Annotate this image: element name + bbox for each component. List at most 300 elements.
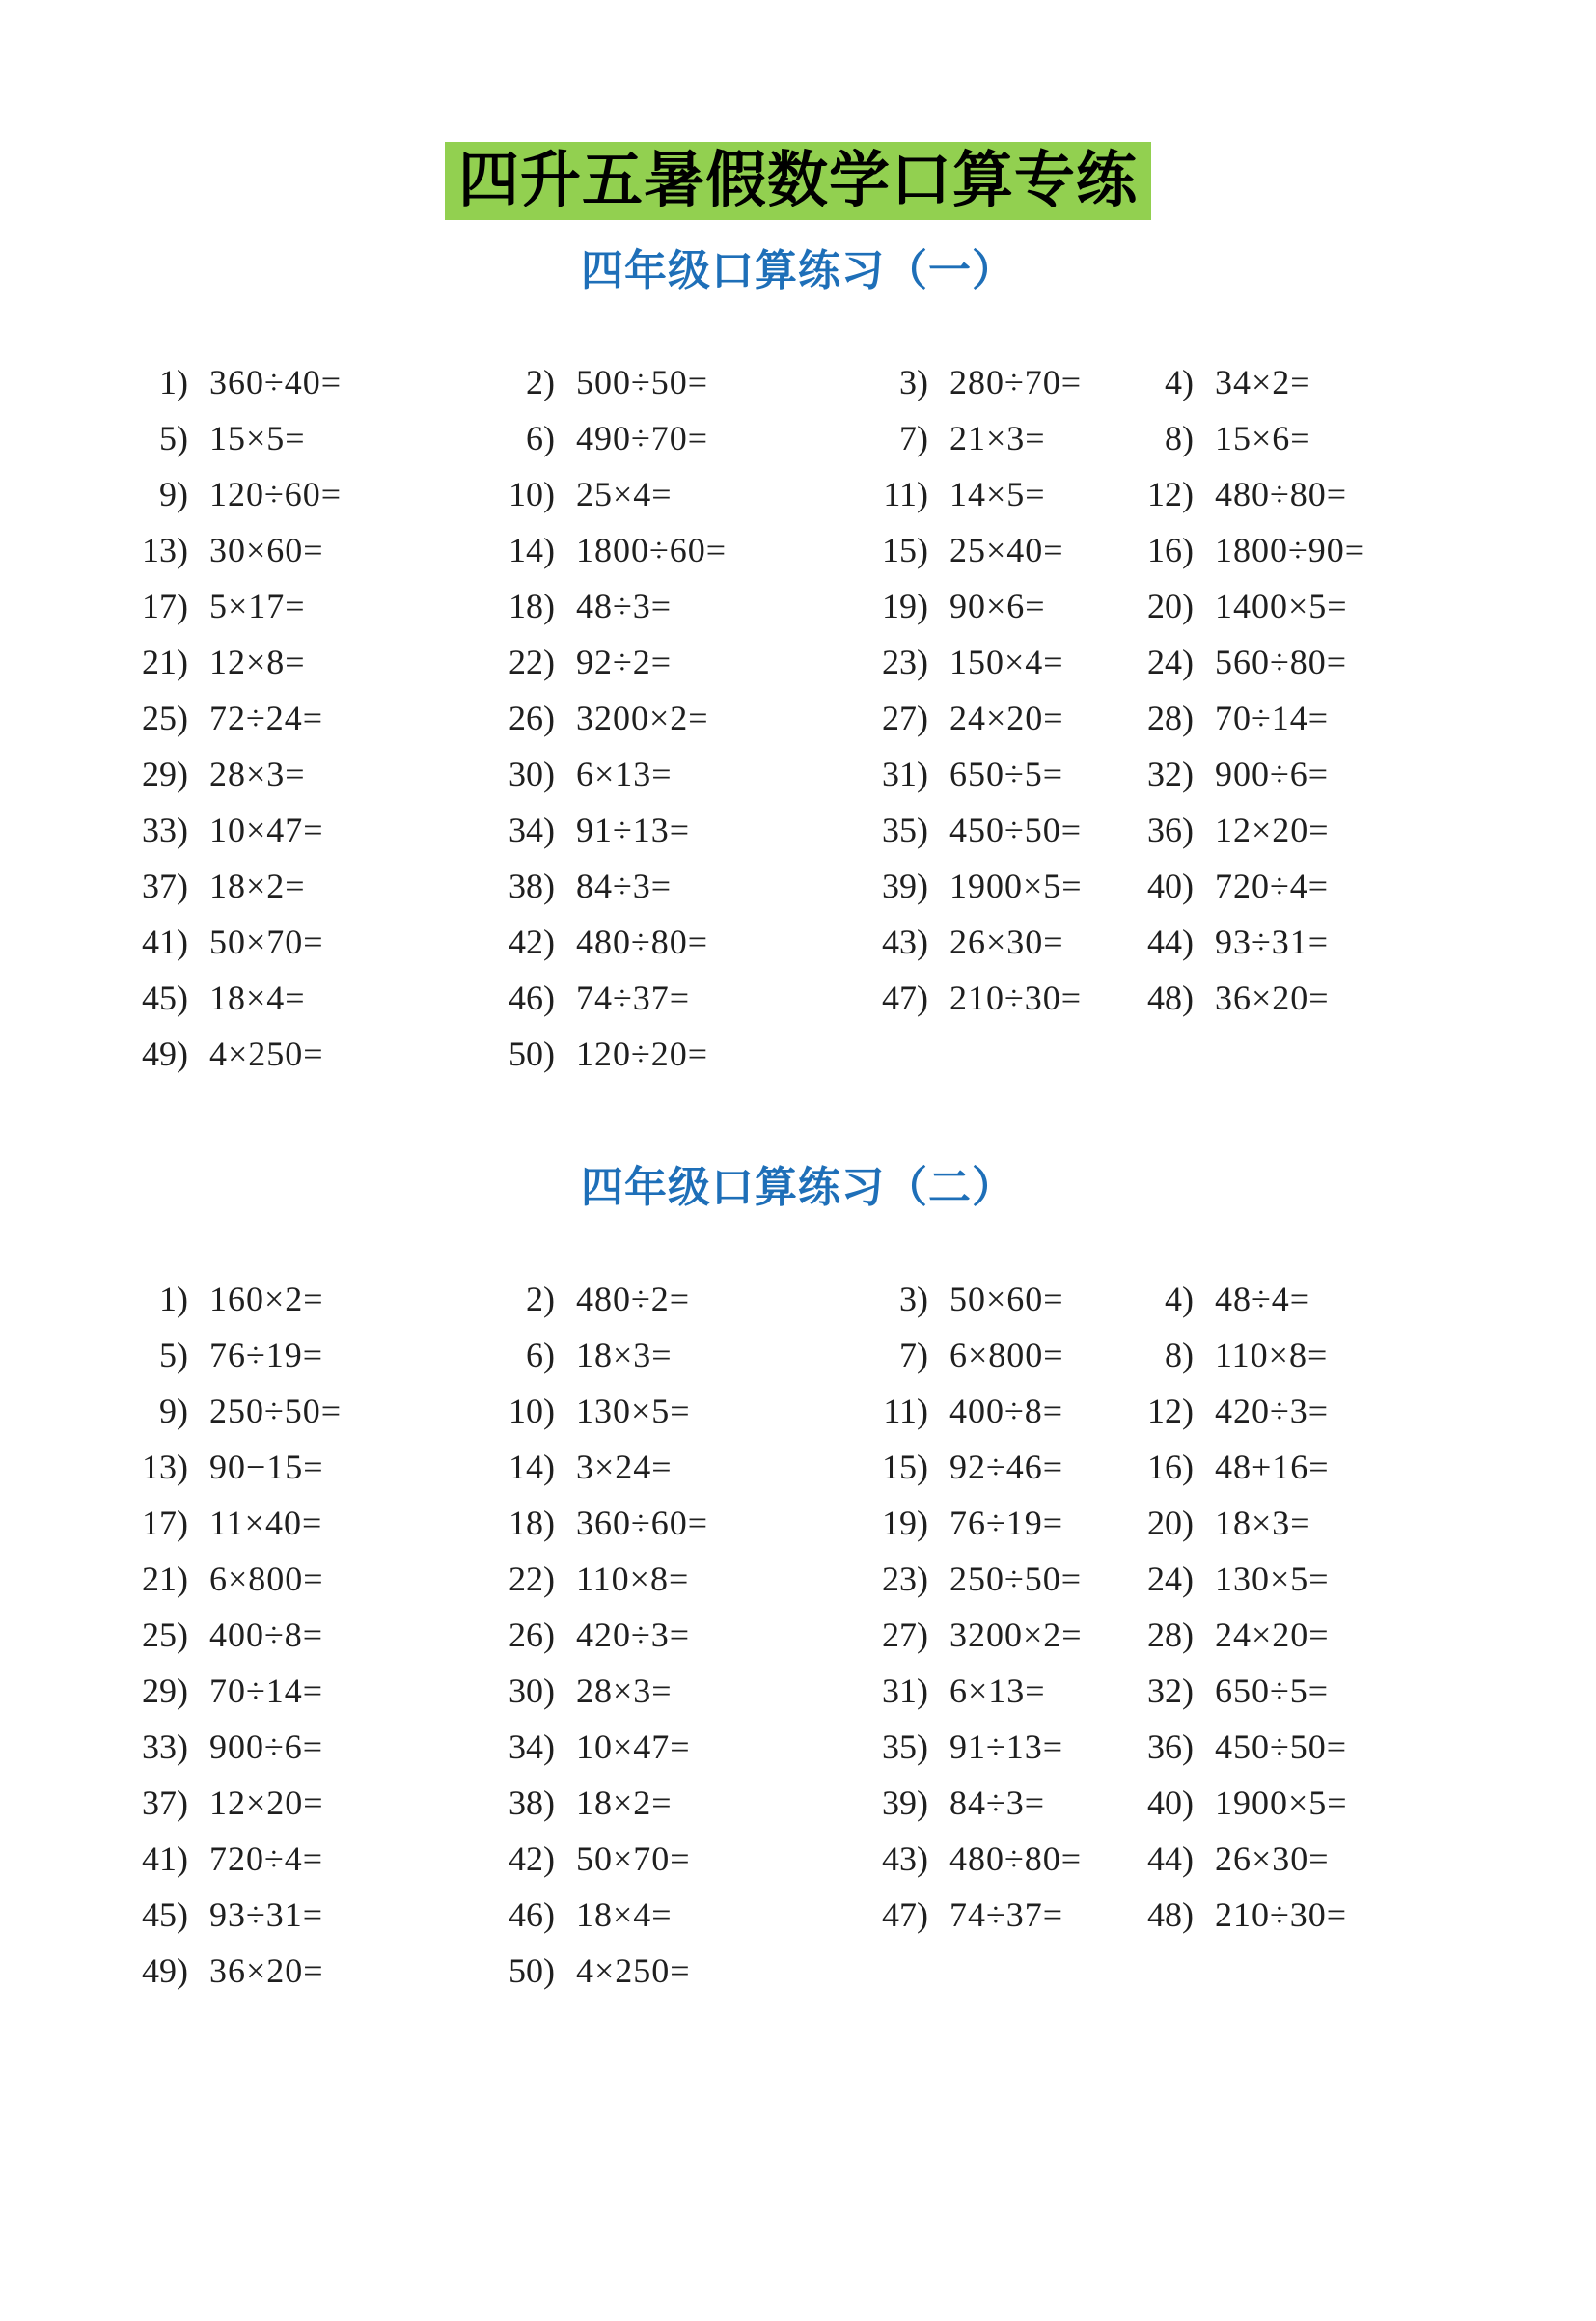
- problem-item: [1126, 578, 1476, 634]
- problem-number: 1): [159, 363, 188, 401]
- problem-item: [121, 802, 487, 858]
- problem-expression: 1900×5=: [1215, 1783, 1348, 1822]
- problem-item: [1126, 1887, 1476, 1943]
- problem-expression: 21×3=: [949, 419, 1046, 457]
- problem-expression: 5×17=: [209, 587, 306, 625]
- problem-number: 35): [882, 811, 928, 849]
- problem-expression: 70÷14=: [209, 1672, 324, 1710]
- problem-item: [121, 354, 487, 410]
- problem-number: 14): [509, 1448, 555, 1486]
- problem-number: 8): [1165, 419, 1194, 457]
- problem-grid: [121, 354, 1476, 1082]
- problem-number: 18): [509, 1504, 555, 1542]
- problem-number: 48): [1147, 1895, 1194, 1934]
- problem-number: 44): [1147, 1839, 1194, 1878]
- problem-expression: 450÷50=: [1215, 1727, 1348, 1766]
- problem-number: 38): [509, 867, 555, 905]
- problem-expression: 91÷13=: [949, 1727, 1064, 1766]
- problem-expression: 48+16=: [1215, 1448, 1330, 1486]
- problem-expression: 18×2=: [209, 867, 306, 905]
- problem-item: [487, 466, 861, 522]
- problem-expression: 50×70=: [576, 1839, 691, 1878]
- problem-expression: 18×4=: [209, 979, 306, 1017]
- problem-expression: 90×6=: [949, 587, 1046, 625]
- problem-number: 42): [509, 1839, 555, 1878]
- problem-expression: 84÷3=: [949, 1783, 1046, 1822]
- problem-item: [121, 1719, 487, 1775]
- problem-expression: 92÷2=: [576, 643, 673, 681]
- problem-expression: 24×20=: [1215, 1616, 1330, 1654]
- problem-item: [487, 522, 861, 578]
- problem-number: 30): [509, 755, 555, 793]
- problem-number: 41): [142, 1839, 188, 1878]
- problem-number: 6): [526, 1336, 555, 1374]
- problem-expression: 150×4=: [949, 643, 1064, 681]
- problem-item: [487, 1271, 861, 1327]
- problem-number: 49): [142, 1035, 188, 1073]
- problem-expression: 400÷8=: [949, 1392, 1064, 1430]
- problem-expression: 25×4=: [576, 475, 673, 513]
- problem-number: 37): [142, 867, 188, 905]
- section-heading: 四年级口算练习（一）: [581, 247, 1015, 294]
- problem-item: [487, 1026, 861, 1082]
- problem-expression: 110×8=: [1215, 1336, 1329, 1374]
- problem-expression: 12×20=: [209, 1783, 324, 1822]
- problem-item: [1126, 466, 1476, 522]
- problem-item: [121, 634, 487, 690]
- problem-item: [861, 970, 1126, 1026]
- problem-number: 11): [883, 475, 928, 513]
- problem-item: [861, 1271, 1126, 1327]
- problem-expression: 1900×5=: [949, 867, 1083, 905]
- problem-item: [487, 914, 861, 970]
- problem-expression: 480÷80=: [949, 1839, 1083, 1878]
- problem-expression: 18×3=: [1215, 1504, 1311, 1542]
- problem-expression: 36×20=: [209, 1951, 324, 1990]
- problem-expression: 18×4=: [576, 1895, 673, 1934]
- problem-item: [121, 1831, 487, 1887]
- problem-item: [121, 466, 487, 522]
- problem-expression: 480÷2=: [576, 1280, 691, 1318]
- problem-item: [121, 914, 487, 970]
- problem-item: [1126, 410, 1476, 466]
- problem-item: [861, 802, 1126, 858]
- problem-item: [1126, 1383, 1476, 1439]
- sections-container: [0, 244, 1596, 1999]
- problem-item: [487, 1775, 861, 1831]
- problem-number: 2): [526, 1280, 555, 1318]
- problem-number: 25): [142, 1616, 188, 1654]
- problem-number: 13): [142, 1448, 188, 1486]
- problem-expression: 650÷5=: [1215, 1672, 1330, 1710]
- problem-number: 13): [142, 531, 188, 569]
- problem-item: [861, 1887, 1126, 1943]
- problem-item: [121, 1775, 487, 1831]
- problem-item: [861, 858, 1126, 914]
- problem-expression: 76÷19=: [209, 1336, 324, 1374]
- problem-expression: 650÷5=: [949, 755, 1064, 793]
- problem-item: [121, 1663, 487, 1719]
- problem-item: [1126, 522, 1476, 578]
- problem-item: [487, 690, 861, 746]
- problem-number: 7): [899, 1336, 928, 1374]
- problem-expression: 250÷50=: [949, 1560, 1083, 1598]
- problem-number: 32): [1147, 755, 1194, 793]
- problem-number: 14): [509, 531, 555, 569]
- problem-item: [861, 522, 1126, 578]
- problem-number: 30): [509, 1672, 555, 1710]
- problem-number: 19): [882, 587, 928, 625]
- problem-number: 46): [509, 1895, 555, 1934]
- problem-item: [121, 1383, 487, 1439]
- problem-item: [121, 690, 487, 746]
- problem-number: 19): [882, 1504, 928, 1542]
- problem-item: [487, 1607, 861, 1663]
- problem-number: 12): [1147, 1392, 1194, 1430]
- problem-expression: 360÷60=: [576, 1504, 709, 1542]
- problem-expression: 120÷60=: [209, 475, 343, 513]
- problem-number: 41): [142, 923, 188, 961]
- problem-item: [1126, 1327, 1476, 1383]
- problem-expression: 6×13=: [949, 1672, 1046, 1710]
- problem-expression: 130×5=: [1215, 1560, 1330, 1598]
- problem-number: 7): [899, 419, 928, 457]
- problem-expression: 210÷30=: [949, 979, 1083, 1017]
- problem-number: 33): [142, 1727, 188, 1766]
- worksheet-section-2: [0, 1161, 1596, 1999]
- problem-item: [487, 858, 861, 914]
- problem-number: 4): [1165, 1280, 1194, 1318]
- problem-item: [861, 914, 1126, 970]
- problem-number: 8): [1165, 1336, 1194, 1374]
- problem-number: 32): [1147, 1672, 1194, 1710]
- problem-expression: 450÷50=: [949, 811, 1083, 849]
- problem-expression: 93÷31=: [209, 1895, 324, 1934]
- problem-expression: 90−15=: [209, 1448, 324, 1486]
- problem-expression: 1800÷60=: [576, 531, 728, 569]
- problem-item: [487, 1495, 861, 1551]
- problem-expression: 24×20=: [949, 699, 1064, 737]
- problem-item: [487, 410, 861, 466]
- problem-expression: 160×2=: [209, 1280, 324, 1318]
- problem-number: 27): [882, 1616, 928, 1654]
- title-area: [0, 0, 1596, 220]
- problem-expression: 6×13=: [576, 755, 673, 793]
- problem-expression: 28×3=: [576, 1672, 673, 1710]
- problem-expression: 500÷50=: [576, 363, 709, 401]
- problem-item: [1126, 1439, 1476, 1495]
- problem-number: 45): [142, 979, 188, 1017]
- problem-number: 1): [159, 1280, 188, 1318]
- problem-number: 42): [509, 923, 555, 961]
- problem-item: [861, 1719, 1126, 1775]
- problem-expression: 72÷24=: [209, 699, 324, 737]
- problem-expression: 4×250=: [576, 1951, 691, 1990]
- problem-number: 10): [509, 475, 555, 513]
- problem-expression: 110×8=: [576, 1560, 690, 1598]
- problem-item: [487, 1663, 861, 1719]
- problem-expression: 360÷40=: [209, 363, 343, 401]
- problem-expression: 3200×2=: [949, 1616, 1083, 1654]
- problem-item: [121, 1495, 487, 1551]
- problem-expression: 490÷70=: [576, 419, 709, 457]
- problem-number: 25): [142, 699, 188, 737]
- problem-item: [487, 970, 861, 1026]
- problem-number: 18): [509, 587, 555, 625]
- problem-number: 39): [882, 1783, 928, 1822]
- problem-number: 3): [899, 1280, 928, 1318]
- problem-expression: 30×60=: [209, 531, 324, 569]
- problem-expression: 10×47=: [576, 1727, 691, 1766]
- problem-item: [121, 746, 487, 802]
- problem-item: [121, 522, 487, 578]
- problem-expression: 28×3=: [209, 755, 306, 793]
- problem-expression: 4×250=: [209, 1035, 324, 1073]
- problem-item: [487, 1383, 861, 1439]
- problem-number: 4): [1165, 363, 1194, 401]
- problem-expression: 14×5=: [949, 475, 1046, 513]
- problem-expression: 18×2=: [576, 1783, 673, 1822]
- problem-number: 20): [1147, 1504, 1194, 1542]
- problem-expression: 3200×2=: [576, 699, 709, 737]
- problem-expression: 15×6=: [1215, 419, 1311, 457]
- problem-number: 40): [1147, 867, 1194, 905]
- problem-item: [1126, 1775, 1476, 1831]
- problem-item: [121, 578, 487, 634]
- problem-expression: 12×8=: [209, 643, 306, 681]
- problem-number: 48): [1147, 979, 1194, 1017]
- problem-number: 12): [1147, 475, 1194, 513]
- problem-number: 31): [882, 755, 928, 793]
- problem-expression: 210÷30=: [1215, 1895, 1348, 1934]
- problem-item: [1126, 1495, 1476, 1551]
- problem-number: 24): [1147, 1560, 1194, 1598]
- problem-item: [861, 1607, 1126, 1663]
- problem-expression: 900÷6=: [209, 1727, 324, 1766]
- problem-item: [1126, 690, 1476, 746]
- problem-number: 26): [509, 1616, 555, 1654]
- problem-item: [1126, 354, 1476, 410]
- problem-number: 46): [509, 979, 555, 1017]
- page-title: 四升五暑假数学口算专练: [445, 142, 1151, 220]
- problem-expression: 10×47=: [209, 811, 324, 849]
- problem-item: [861, 746, 1126, 802]
- problem-number: 24): [1147, 643, 1194, 681]
- problem-number: 28): [1147, 699, 1194, 737]
- problem-expression: 480÷80=: [576, 923, 709, 961]
- problem-item: [861, 466, 1126, 522]
- problem-number: 45): [142, 1895, 188, 1934]
- problem-item: [1126, 914, 1476, 970]
- problem-item: [487, 1439, 861, 1495]
- problem-expression: 74÷37=: [576, 979, 691, 1017]
- problem-expression: 74÷37=: [949, 1895, 1064, 1934]
- problem-expression: 12×20=: [1215, 811, 1330, 849]
- problem-number: 15): [882, 531, 928, 569]
- problem-expression: 420÷3=: [1215, 1392, 1330, 1430]
- problem-item: [861, 1663, 1126, 1719]
- problem-expression: 6×800=: [949, 1336, 1064, 1374]
- problem-number: 34): [509, 1727, 555, 1766]
- problem-expression: 130×5=: [576, 1392, 691, 1430]
- problem-expression: 36×20=: [1215, 979, 1330, 1017]
- problem-number: 31): [882, 1672, 928, 1710]
- problem-expression: 84÷3=: [576, 867, 673, 905]
- problem-expression: 560÷80=: [1215, 643, 1348, 681]
- problem-expression: 3×24=: [576, 1448, 673, 1486]
- problem-item: [121, 1607, 487, 1663]
- problem-item: [1126, 802, 1476, 858]
- problem-number: 20): [1147, 587, 1194, 625]
- problem-expression: 400÷8=: [209, 1616, 324, 1654]
- problem-expression: 26×30=: [1215, 1839, 1330, 1878]
- problem-number: 23): [882, 1560, 928, 1598]
- problem-item: [121, 1551, 487, 1607]
- problem-number: 21): [142, 1560, 188, 1598]
- problem-number: 6): [526, 419, 555, 457]
- section-heading: 四年级口算练习（二）: [581, 1164, 1015, 1211]
- problem-expression: 48÷4=: [1215, 1280, 1311, 1318]
- problem-number: 29): [142, 755, 188, 793]
- problem-item: [121, 1327, 487, 1383]
- problem-item: [121, 1026, 487, 1082]
- problem-item: [861, 634, 1126, 690]
- problem-item: [487, 1327, 861, 1383]
- problem-expression: 720÷4=: [209, 1839, 324, 1878]
- problem-item: [1126, 746, 1476, 802]
- problem-item: [1126, 1663, 1476, 1719]
- problem-item: [861, 1495, 1126, 1551]
- problem-number: 15): [882, 1448, 928, 1486]
- problem-item: [1126, 1607, 1476, 1663]
- problem-item: [487, 634, 861, 690]
- problem-item: [1126, 970, 1476, 1026]
- problem-expression: 18×3=: [576, 1336, 673, 1374]
- problem-item: [121, 1943, 487, 1999]
- problem-expression: 48÷3=: [576, 587, 673, 625]
- problem-expression: 250÷50=: [209, 1392, 343, 1430]
- problem-expression: 26×30=: [949, 923, 1064, 961]
- problem-item: [121, 1271, 487, 1327]
- problem-expression: 25×40=: [949, 531, 1064, 569]
- problem-item: [487, 1831, 861, 1887]
- problem-expression: 1800÷90=: [1215, 531, 1366, 569]
- problem-number: 5): [159, 419, 188, 457]
- problem-expression: 1400×5=: [1215, 587, 1348, 625]
- problem-item: [861, 578, 1126, 634]
- worksheet-section-1: [0, 244, 1596, 1082]
- problem-item: [1126, 1551, 1476, 1607]
- problem-number: 47): [882, 979, 928, 1017]
- problem-number: 16): [1147, 531, 1194, 569]
- problem-item: [487, 746, 861, 802]
- problem-item: [861, 1551, 1126, 1607]
- problem-expression: 50×70=: [209, 923, 324, 961]
- problem-number: 5): [159, 1336, 188, 1374]
- problem-number: 35): [882, 1727, 928, 1766]
- problem-item: [861, 354, 1126, 410]
- problem-item: [487, 578, 861, 634]
- problem-expression: 70÷14=: [1215, 699, 1330, 737]
- problem-number: 22): [509, 1560, 555, 1598]
- problem-number: 26): [509, 699, 555, 737]
- problem-number: 16): [1147, 1448, 1194, 1486]
- problem-item: [1126, 1271, 1476, 1327]
- problem-number: 28): [1147, 1616, 1194, 1654]
- problem-number: 50): [509, 1035, 555, 1073]
- problem-item: [1126, 1719, 1476, 1775]
- problem-number: 36): [1147, 811, 1194, 849]
- problem-number: 50): [509, 1951, 555, 1990]
- problem-number: 40): [1147, 1783, 1194, 1822]
- problem-number: 17): [142, 1504, 188, 1542]
- problem-number: 34): [509, 811, 555, 849]
- problem-number: 10): [509, 1392, 555, 1430]
- problem-item: [861, 410, 1126, 466]
- problem-number: 44): [1147, 923, 1194, 961]
- problem-expression: 6×800=: [209, 1560, 324, 1598]
- problem-number: 43): [882, 1839, 928, 1878]
- problem-grid: [121, 1271, 1476, 1999]
- problem-number: 37): [142, 1783, 188, 1822]
- problem-number: 36): [1147, 1727, 1194, 1766]
- problem-number: 23): [882, 643, 928, 681]
- problem-item: [861, 1383, 1126, 1439]
- problem-expression: 420÷3=: [576, 1616, 691, 1654]
- problem-number: 9): [159, 475, 188, 513]
- problem-expression: 480÷80=: [1215, 475, 1348, 513]
- problem-item: [861, 690, 1126, 746]
- problem-item: [1126, 1831, 1476, 1887]
- problem-number: 21): [142, 643, 188, 681]
- problem-item: [487, 1943, 861, 1999]
- problem-item: [121, 858, 487, 914]
- problem-number: 49): [142, 1951, 188, 1990]
- problem-number: 17): [142, 587, 188, 625]
- problem-number: 38): [509, 1783, 555, 1822]
- problem-expression: 92÷46=: [949, 1448, 1064, 1486]
- problem-number: 47): [882, 1895, 928, 1934]
- problem-item: [487, 1887, 861, 1943]
- problem-item: [487, 802, 861, 858]
- problem-expression: 900÷6=: [1215, 755, 1330, 793]
- problem-item: [861, 1327, 1126, 1383]
- problem-item: [1126, 858, 1476, 914]
- problem-item: [487, 1719, 861, 1775]
- problem-expression: 720÷4=: [1215, 867, 1330, 905]
- problem-item: [1126, 634, 1476, 690]
- problem-number: 2): [526, 363, 555, 401]
- problem-number: 3): [899, 363, 928, 401]
- problem-item: [121, 1887, 487, 1943]
- problem-item: [121, 970, 487, 1026]
- problem-item: [861, 1439, 1126, 1495]
- problem-number: 29): [142, 1672, 188, 1710]
- problem-item: [487, 354, 861, 410]
- problem-expression: 11×40=: [209, 1504, 323, 1542]
- problem-expression: 34×2=: [1215, 363, 1311, 401]
- problem-number: 22): [509, 643, 555, 681]
- problem-expression: 93÷31=: [1215, 923, 1330, 961]
- problem-number: 27): [882, 699, 928, 737]
- problem-number: 9): [159, 1392, 188, 1430]
- problem-expression: 76÷19=: [949, 1504, 1064, 1542]
- problem-item: [487, 1551, 861, 1607]
- problem-expression: 15×5=: [209, 419, 306, 457]
- problem-item: [121, 410, 487, 466]
- problem-number: 39): [882, 867, 928, 905]
- problem-item: [861, 1831, 1126, 1887]
